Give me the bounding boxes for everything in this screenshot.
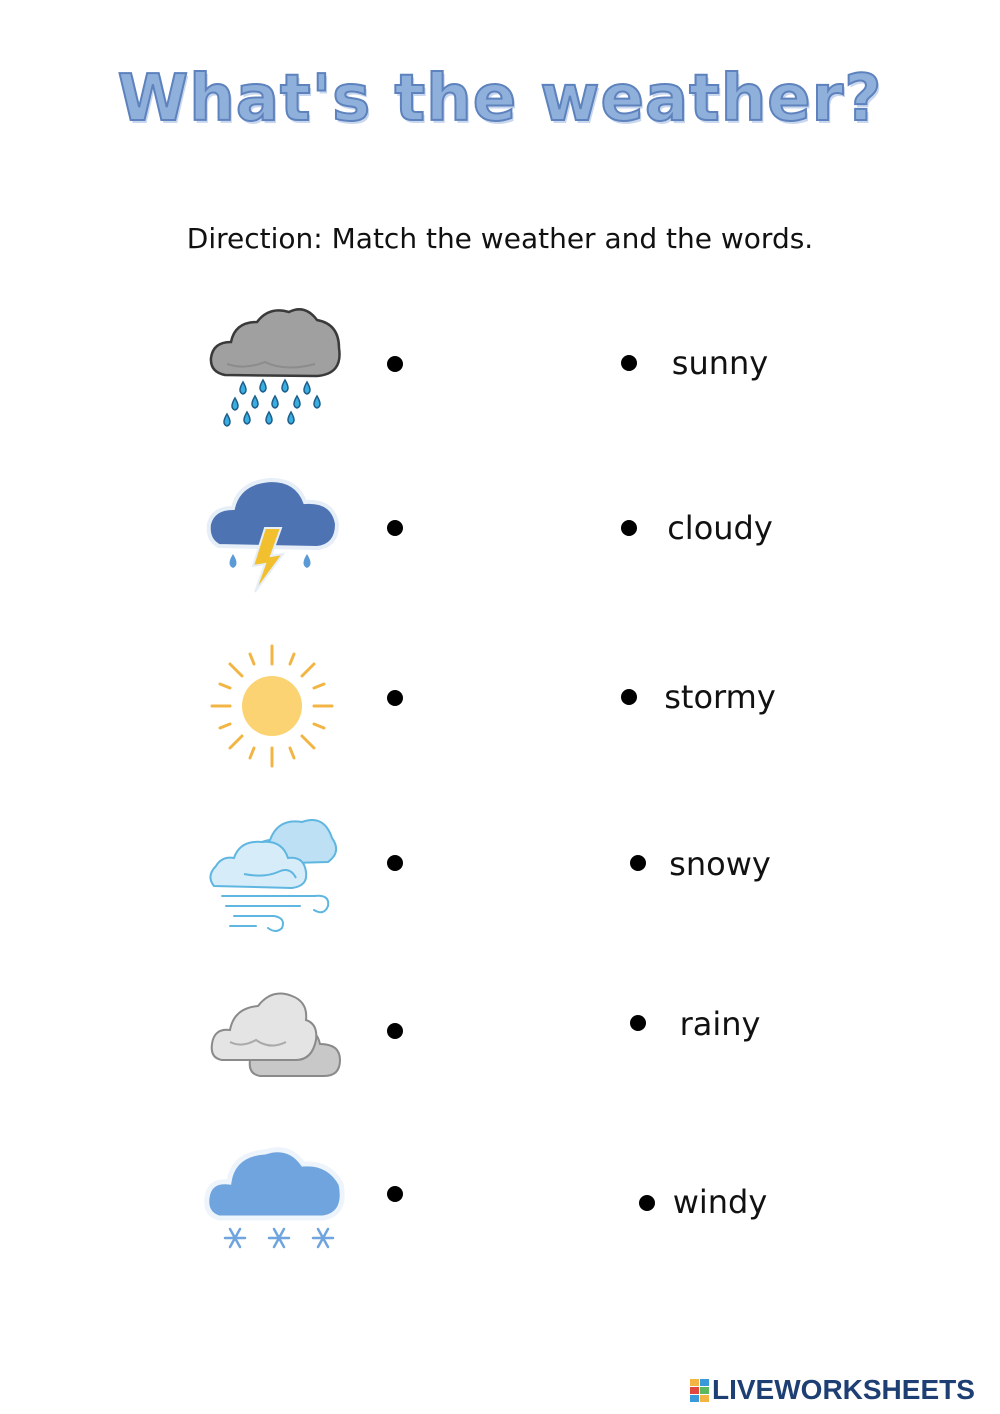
word-snowy: snowy: [669, 845, 771, 883]
brand-logo: [690, 1374, 975, 1406]
right-match-dot-2[interactable]: [621, 520, 637, 536]
sun-icon: [210, 644, 334, 768]
word-sunny: sunny: [671, 344, 769, 382]
right-match-dot-1[interactable]: [621, 355, 637, 371]
word-rainy: rainy: [679, 1005, 761, 1043]
brand-mark-icon: [690, 1377, 710, 1403]
left-match-dot-4[interactable]: [387, 855, 403, 871]
storm-cloud-icon: [205, 470, 345, 600]
word-windy: windy: [672, 1183, 768, 1221]
word-stormy: stormy: [664, 678, 776, 716]
right-match-dot-3[interactable]: [621, 689, 637, 705]
word-cloudy: cloudy: [667, 509, 773, 547]
left-match-dot-6[interactable]: [387, 1186, 403, 1202]
direction-text: Direction: Match the weather and the words.: [186, 222, 814, 255]
windy-cloud-icon: [204, 804, 344, 940]
left-match-dot-3[interactable]: [387, 690, 403, 706]
overcast-clouds-icon: [208, 982, 344, 1082]
left-match-dot-5[interactable]: [387, 1023, 403, 1039]
left-match-dot-2[interactable]: [387, 520, 403, 536]
worksheet-title: What's the weather?: [117, 62, 883, 136]
snow-cloud-icon: [203, 1134, 349, 1256]
left-match-dot-1[interactable]: [387, 356, 403, 372]
brand-text: LIVEWORKSHEETS: [712, 1374, 975, 1405]
rainy-cloud-icon: [205, 300, 345, 440]
